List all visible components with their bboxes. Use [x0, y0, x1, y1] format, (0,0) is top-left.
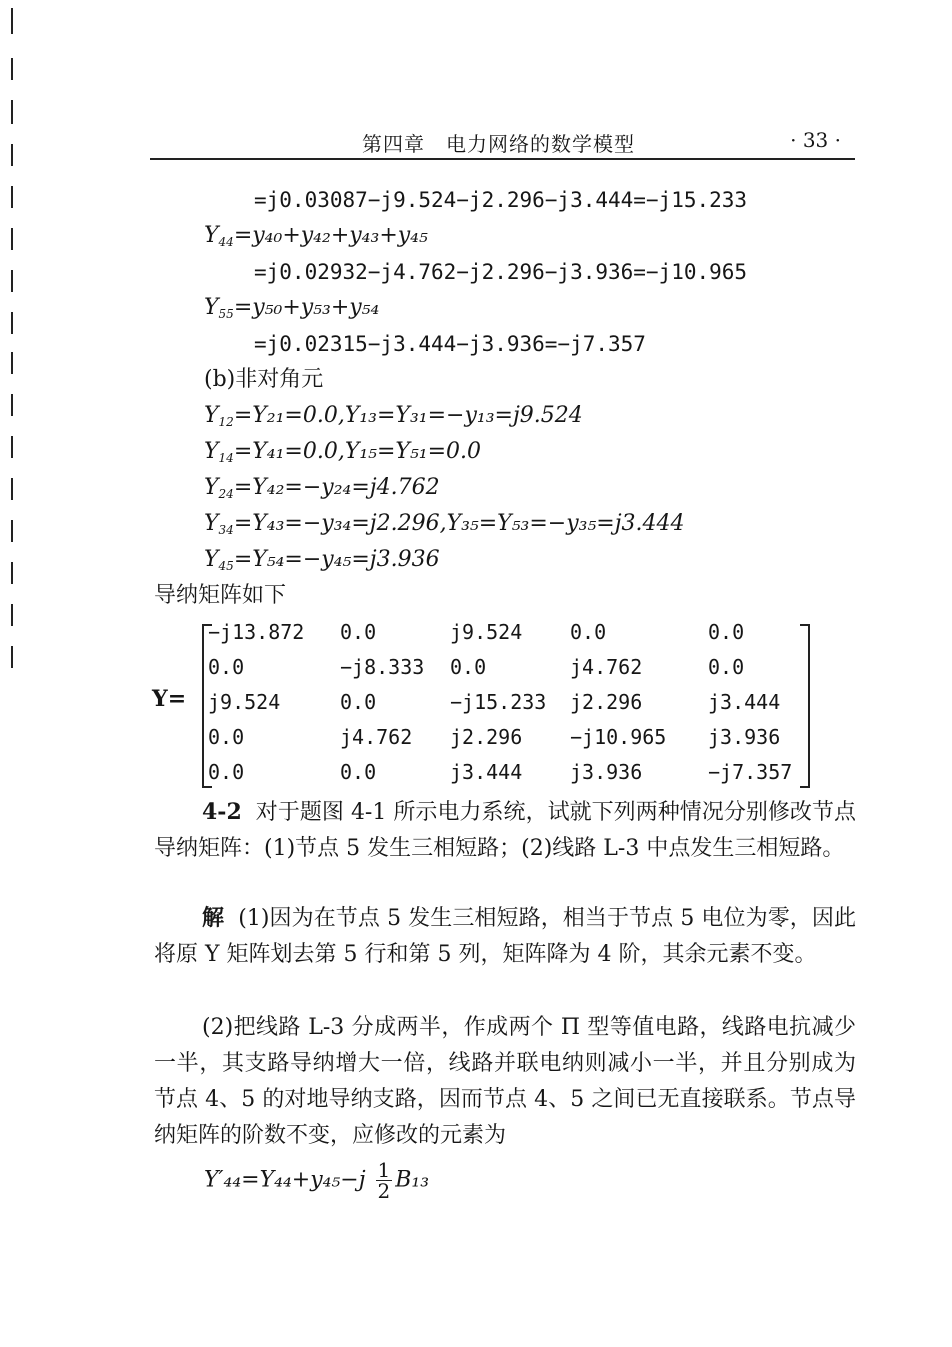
matrix-cell: 0.0 — [208, 725, 245, 749]
matrix-cell: 0.0 — [708, 620, 745, 644]
y12-symbol: $Y_{12}$ — [204, 403, 234, 429]
y55-definition — [204, 294, 379, 328]
y44-definition — [204, 222, 428, 256]
y44-symbol: $Y_{44}$ — [204, 223, 234, 249]
solution-p1-text: (1)因为在节点 5 发生三相短路，相当于节点 5 电位为零，因此将原 Y 矩阵划去第 5 行和第 5 列，矩阵降为 4 阶，其余元素不变。 — [154, 906, 856, 967]
matrix-cell: −j13.872 — [208, 620, 305, 644]
fraction-denominator: 2 — [377, 1179, 391, 1203]
matrix-cell: 0.0 — [340, 760, 377, 784]
matrix-cell: 0.0 — [208, 655, 245, 679]
running-head — [150, 126, 855, 160]
y45-symbol: $Y_{45}$ — [204, 547, 234, 573]
admittance-matrix — [150, 614, 830, 790]
offdiag-line-4-text: =Y₄₃=−y₃₄=j2.296,Y₃₅=Y₅₃=−y₃₅=j3.444 — [233, 511, 685, 536]
problem-text: 对于题图 4-1 所示电力系统，试就下列两种情况分别修改节点导纳矩阵：(1)节点 5 发生三相短路；(2)线路 L-3 中点发生三相短路。 — [154, 800, 856, 861]
y24-symbol: $Y_{24}$ — [204, 475, 234, 501]
problem-4-2 — [154, 794, 856, 867]
header-rule — [150, 158, 855, 160]
matrix-intro: 导纳矩阵如下 — [154, 583, 287, 608]
y44-rhs: =y₄₀+y₄₂+y₄₃+y₄₅ — [233, 223, 428, 248]
offdiag-line-2-text: =Y₄₁=0.0,Y₁₅=Y₅₁=0.0 — [233, 439, 482, 464]
offdiag-line-2 — [204, 438, 481, 472]
binding-edge-marks — [0, 0, 40, 700]
matrix-cell: j2.296 — [450, 725, 523, 749]
matrix-cell: j9.524 — [208, 690, 281, 714]
y55-rhs: =y₅₀+y₅₃+y₅₄ — [233, 295, 380, 320]
final-eq-rhs: =Y₄₄+y₄₅−j — [241, 1167, 366, 1193]
matrix-label: Y= — [152, 686, 187, 712]
offdiag-line-3-text: =Y₄₂=−y₂₄=j4.762 — [233, 475, 440, 500]
final-equation — [204, 1160, 429, 1201]
matrix-cell: 0.0 — [340, 690, 377, 714]
matrix-cell: 0.0 — [708, 655, 745, 679]
matrix-cell: j3.936 — [570, 760, 643, 784]
one-half-fraction — [376, 1160, 393, 1201]
matrix-cell: j4.762 — [340, 725, 413, 749]
y44-value: =j0.02932−j4.762−j2.296−j3.936=−j10.965 — [254, 260, 748, 284]
matrix-cell: 0.0 — [450, 655, 487, 679]
y14-symbol: $Y_{14}$ — [204, 439, 234, 465]
offdiag-heading: (b)非对角元 — [204, 367, 324, 392]
matrix-cell: 0.0 — [340, 620, 377, 644]
matrix-cell: j2.296 — [570, 690, 643, 714]
matrix-cell: −j7.357 — [708, 760, 793, 784]
solution-paragraph-2: (2)把线路 L-3 分成两半，作成两个 Π 型等值电路，线路电抗减少一半，其支路导纳增大一倍，线路并联电纳则减小一半，并且分别成为节点 4、5 的对地导纳支路，因而节点 4、5 之间已无直接联系。节点导纳矩阵的阶数不变，应修改的元素为 — [154, 1015, 856, 1148]
final-eq-lhs: Y′₄₄ — [204, 1167, 242, 1193]
y55-value: =j0.02315−j3.444−j3.936=−j7.357 — [254, 332, 646, 356]
offdiag-line-5 — [204, 546, 440, 580]
matrix-cell: j3.936 — [708, 725, 781, 749]
offdiag-line-1 — [204, 402, 583, 436]
matrix-cell: −j8.333 — [340, 655, 425, 679]
fraction-numerator: 1 — [377, 1158, 391, 1182]
solution-label: 解 — [202, 905, 225, 931]
matrix-cell: j3.444 — [450, 760, 523, 784]
matrix-cell: j4.762 — [570, 655, 643, 679]
matrix-cell: −j10.965 — [570, 725, 667, 749]
y33-continuation: =j0.03087−j9.524−j2.296−j3.444=−j15.233 — [254, 188, 748, 212]
matrix-cell: j9.524 — [450, 620, 523, 644]
offdiag-line-5-text: =Y₅₄=−y₄₅=j3.936 — [233, 547, 440, 572]
matrix-cell: j3.444 — [708, 690, 781, 714]
matrix-cell: −j15.233 — [450, 690, 547, 714]
matrix-cell: 0.0 — [208, 760, 245, 784]
page-number: · 33 · — [790, 128, 841, 152]
offdiag-line-1-text: =Y₂₁=0.0,Y₁₃=Y₃₁=−y₁₃=j9.524 — [233, 403, 583, 428]
offdiag-line-3 — [204, 474, 440, 508]
y34-symbol: $Y_{34}$ — [204, 511, 234, 537]
offdiag-line-4 — [204, 510, 685, 544]
final-eq-tail: B₁₃ — [395, 1167, 430, 1193]
matrix-cell: 0.0 — [570, 620, 607, 644]
chapter-title: 第四章 电力网络的数学模型 — [362, 132, 635, 156]
problem-number: 4-2 — [202, 799, 242, 825]
matrix-right-bracket — [800, 624, 810, 788]
solution-paragraph-1 — [154, 900, 856, 973]
y55-symbol: $Y_{55}$ — [204, 295, 234, 321]
